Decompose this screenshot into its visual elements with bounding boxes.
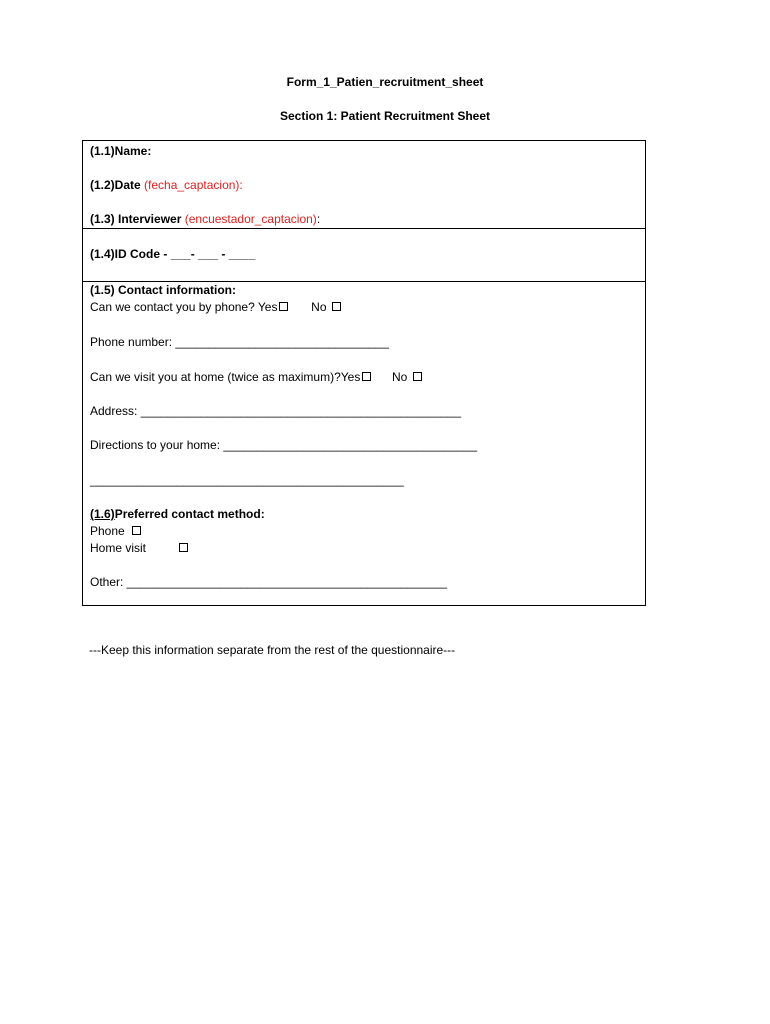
date-field-variable: (fecha_captacion):	[144, 178, 243, 192]
phone-no-label: No	[311, 300, 327, 314]
preferred-phone-checkbox[interactable]	[132, 526, 141, 535]
preferred-contact-title: Preferred contact method:	[114, 507, 265, 521]
date-field	[90, 178, 243, 192]
preferred-home-visit-label: Home visit	[90, 541, 147, 555]
footer-note: ---Keep this information separate from the rest of the questionnaire---	[89, 643, 456, 657]
preferred-home-visit-checkbox[interactable]	[179, 543, 188, 552]
visit-yes-checkbox[interactable]	[362, 372, 371, 381]
address-field: Address: ________________________________________________	[90, 404, 462, 418]
phone-number-field: Phone number: ________________________________	[90, 335, 389, 349]
preferred-home-visit-row	[90, 541, 188, 555]
row-divider	[83, 281, 645, 282]
preferred-contact-number: (1.6)	[90, 507, 115, 521]
preferred-contact-heading	[90, 507, 265, 521]
document-title: Form_1_Patien_recruitment_sheet	[286, 75, 484, 89]
interviewer-field-suffix: :	[316, 212, 321, 226]
visit-no-checkbox[interactable]	[413, 372, 422, 381]
id-code-field: (1.4)ID Code - ___- ___ - ____	[90, 247, 256, 261]
directions-field: Directions to your home: ______________________________________	[90, 438, 477, 452]
name-field-label: (1.1)Name:	[90, 144, 152, 158]
phone-yes-checkbox[interactable]	[279, 302, 288, 311]
phone-contact-question-row	[90, 300, 341, 314]
interviewer-field	[90, 212, 320, 226]
phone-contact-question: Can we contact you by phone? Yes	[90, 300, 278, 314]
home-visit-question-row	[90, 370, 422, 384]
interviewer-field-variable: (encuestador_captacion)	[184, 212, 317, 226]
directions-continuation: _______________________________________________	[90, 473, 404, 487]
other-contact-field: Other: ________________________________________________	[90, 575, 448, 589]
recruitment-form	[82, 140, 646, 606]
phone-no-checkbox[interactable]	[332, 302, 341, 311]
interviewer-field-label: (1.3) Interviewer	[90, 212, 182, 226]
home-visit-question: Can we visit you at home (twice as maximum)?Yes	[90, 370, 361, 384]
preferred-phone-row	[90, 524, 141, 538]
section-title: Section 1: Patient Recruitment Sheet	[279, 109, 491, 123]
contact-heading: (1.5) Contact information:	[90, 283, 236, 297]
preferred-phone-label: Phone	[90, 524, 125, 538]
row-divider	[83, 228, 645, 229]
date-field-label: (1.2)Date	[90, 178, 141, 192]
visit-no-label: No	[392, 370, 408, 384]
